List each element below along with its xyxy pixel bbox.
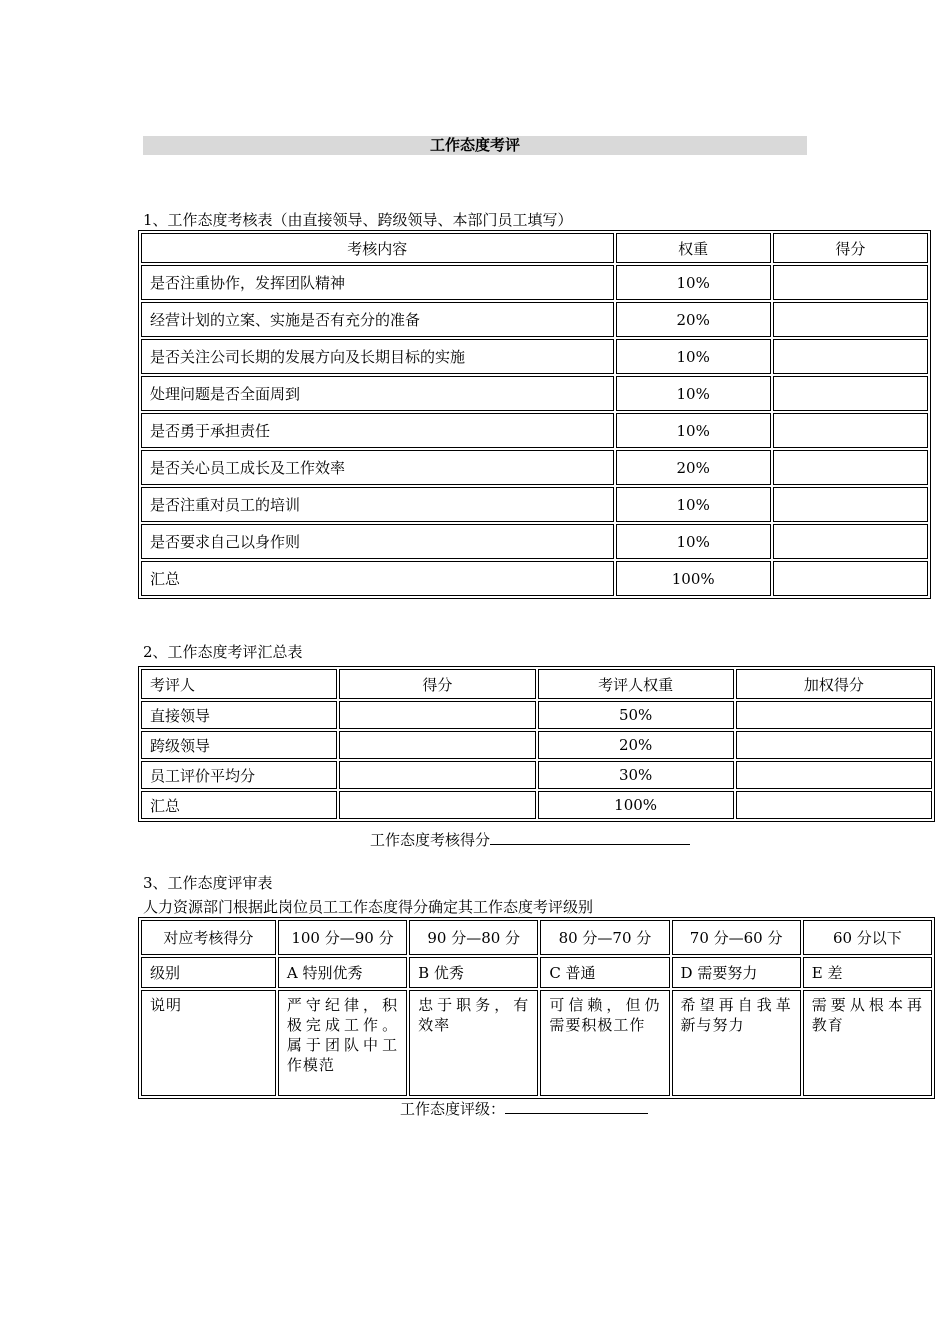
rater-cell: 直接领导 (141, 701, 337, 729)
header-cell: 80 分—70 分 (540, 920, 669, 955)
table-header-row (141, 669, 932, 699)
weight-cell: 10% (616, 524, 771, 559)
attitude-rating-label: 工作态度评级： (400, 1100, 506, 1118)
attitude-rating-blank[interactable] (505, 1098, 648, 1114)
score-cell[interactable] (773, 450, 928, 485)
summary-table (138, 666, 935, 822)
score-cell[interactable] (773, 487, 928, 522)
page-title: 工作态度考评 (143, 136, 807, 155)
table-total-row (141, 561, 928, 596)
table-row (141, 731, 932, 759)
weight-cell: 20% (616, 450, 771, 485)
weight-cell: 10% (616, 339, 771, 374)
score-cell[interactable] (773, 265, 928, 300)
level-cell: B 优秀 (409, 957, 538, 988)
table-row (141, 339, 928, 374)
header-cell: 90 分—80 分 (409, 920, 538, 955)
table-row (141, 524, 928, 559)
table-header-row (141, 920, 932, 955)
table-row (141, 487, 928, 522)
item-cell: 是否注重对员工的培训 (141, 487, 614, 522)
score-cell[interactable] (773, 376, 928, 411)
rater-cell: 跨级领导 (141, 731, 337, 759)
table-row (141, 376, 928, 411)
score-cell[interactable] (773, 524, 928, 559)
score-cell[interactable] (773, 561, 928, 596)
weight-cell: 100% (616, 561, 771, 596)
rating-review-table (138, 917, 935, 1099)
level-cell: 级别 (141, 957, 276, 988)
description-cell: 可信赖，但仍需要积极工作 (540, 990, 669, 1096)
item-cell: 是否关心员工成长及工作效率 (141, 450, 614, 485)
attitude-assessment-table (138, 230, 931, 599)
weight-cell: 10% (616, 265, 771, 300)
level-cell: D 需要努力 (672, 957, 801, 988)
header-cell: 100 分—90 分 (278, 920, 407, 955)
weight-cell: 20% (616, 302, 771, 337)
item-cell: 处理问题是否全面周到 (141, 376, 614, 411)
weight-cell: 100% (538, 791, 734, 819)
attitude-score-line (370, 829, 690, 850)
table-row (141, 701, 932, 729)
table-total-row (141, 791, 932, 819)
section3-heading: 3、工作态度评审表 (143, 874, 273, 892)
weight-cell: 10% (616, 487, 771, 522)
table-row (141, 265, 928, 300)
weight-cell: 10% (616, 376, 771, 411)
weighted-score-cell[interactable] (736, 761, 932, 789)
description-cell: 希望再自我革新与努力 (672, 990, 801, 1096)
attitude-score-blank[interactable] (490, 829, 690, 845)
header-cell: 考评人 (141, 669, 337, 699)
header-cell: 60 分以下 (803, 920, 932, 955)
item-cell: 是否要求自己以身作则 (141, 524, 614, 559)
description-row (141, 990, 932, 1096)
item-cell: 是否勇于承担责任 (141, 413, 614, 448)
level-cell: A 特别优秀 (278, 957, 407, 988)
header-cell: 对应考核得分 (141, 920, 276, 955)
score-cell[interactable] (339, 791, 535, 819)
item-cell: 汇总 (141, 561, 614, 596)
rater-cell: 汇总 (141, 791, 337, 819)
section2-heading: 2、工作态度考评汇总表 (143, 643, 303, 661)
weighted-score-cell[interactable] (736, 731, 932, 759)
level-cell: C 普通 (540, 957, 669, 988)
description-cell: 忠于职务，有效率 (409, 990, 538, 1096)
item-cell: 是否关注公司长期的发展方向及长期目标的实施 (141, 339, 614, 374)
header-cell: 得分 (773, 233, 928, 263)
table-row (141, 413, 928, 448)
header-cell: 权重 (616, 233, 771, 263)
table-row (141, 761, 932, 789)
item-cell: 经营计划的立案、实施是否有充分的准备 (141, 302, 614, 337)
header-cell: 考核内容 (141, 233, 614, 263)
level-cell: E 差 (803, 957, 932, 988)
table-header-row (141, 233, 928, 263)
header-cell: 考评人权重 (538, 669, 734, 699)
score-cell[interactable] (773, 339, 928, 374)
header-cell: 加权得分 (736, 669, 932, 699)
score-cell[interactable] (773, 302, 928, 337)
header-cell: 70 分—60 分 (672, 920, 801, 955)
description-cell: 需要从根本再教育 (803, 990, 932, 1096)
description-cell: 严守纪律，积极完成工作。属于团队中工作模范 (278, 990, 407, 1096)
level-row (141, 957, 932, 988)
section3-subheading: 人力资源部门根据此岗位员工工作态度得分确定其工作态度考评级别 (143, 898, 594, 916)
weight-cell: 10% (616, 413, 771, 448)
item-cell: 是否注重协作，发挥团队精神 (141, 265, 614, 300)
score-cell[interactable] (339, 701, 535, 729)
table-row (141, 450, 928, 485)
weighted-score-cell[interactable] (736, 791, 932, 819)
weighted-score-cell[interactable] (736, 701, 932, 729)
attitude-rating-line (400, 1098, 648, 1119)
description-cell: 说明 (141, 990, 276, 1096)
attitude-score-label: 工作态度考核得分 (370, 831, 491, 849)
score-cell[interactable] (773, 413, 928, 448)
weight-cell: 30% (538, 761, 734, 789)
section1-heading: 1、工作态度考核表（由直接领导、跨级领导、本部门员工填写） (143, 211, 573, 229)
score-cell[interactable] (339, 731, 535, 759)
header-cell: 得分 (339, 669, 535, 699)
weight-cell: 50% (538, 701, 734, 729)
score-cell[interactable] (339, 761, 535, 789)
table-row (141, 302, 928, 337)
weight-cell: 20% (538, 731, 734, 759)
rater-cell: 员工评价平均分 (141, 761, 337, 789)
